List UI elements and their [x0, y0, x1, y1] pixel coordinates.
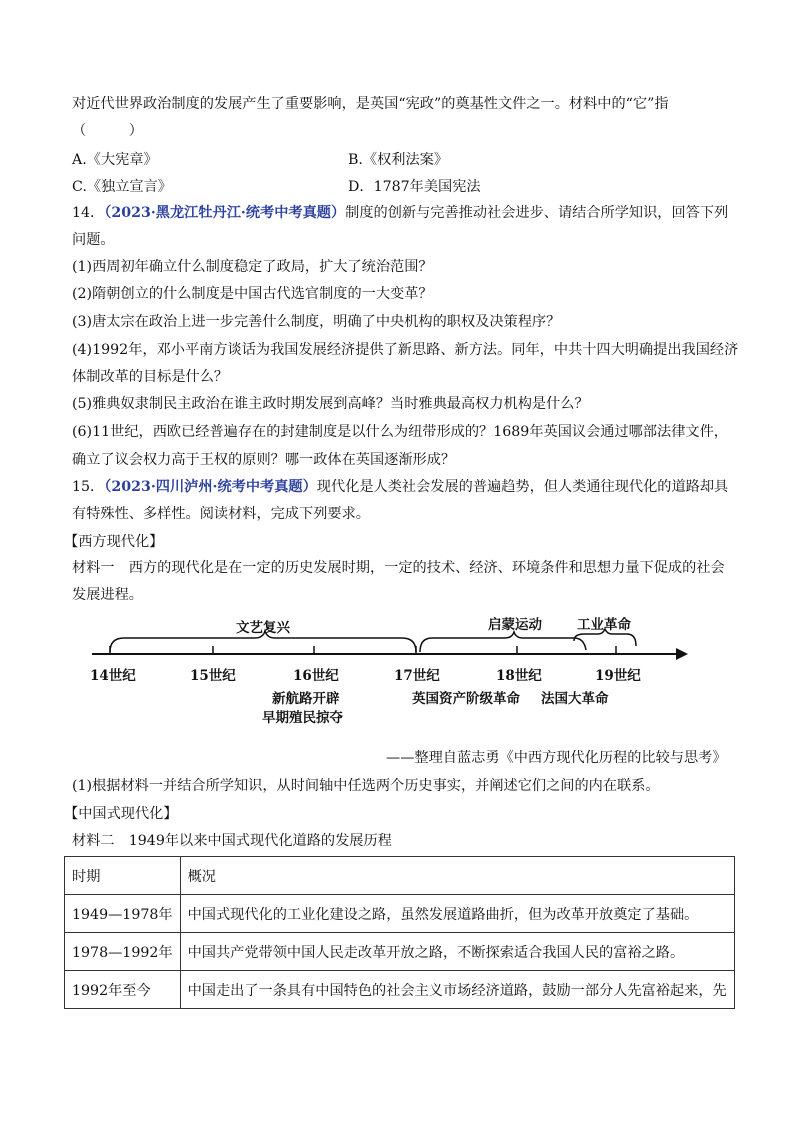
q15-sub-1: (1)根据材料一并结合所学知识，从时间轴中任选两个历史事实，并阐述它们之间的内在联系。	[72, 778, 660, 794]
label-enlightenment: 启蒙运动	[488, 617, 542, 633]
table-row	[65, 971, 735, 1009]
q14-sub-3: (3)唐太宗在政治上进一步完善什么制度，明确了中央机构的职权及决策程序？	[72, 314, 561, 330]
renaissance-brace	[110, 631, 416, 652]
q13-option-c[interactable]: C.《独立宣言》	[72, 179, 172, 195]
q15-stem	[72, 477, 728, 497]
q13-option-d[interactable]: D．1787年美国宪法	[348, 179, 481, 195]
tick-label-19: 19世纪	[595, 668, 641, 684]
material1-line2: 发展进程。	[72, 587, 143, 603]
tick-label-14: 14世纪	[90, 668, 136, 684]
q15-source: （2023·四川泸州·统考中考真题）	[104, 479, 317, 495]
q13-option-a[interactable]: A.《大宪章》	[72, 152, 158, 168]
table-cell-summary: 中国走出了一条具有中国特色的社会主义市场经济道路，鼓励一部分人先富裕起来，先	[180, 971, 734, 1009]
q14-sub-1: (1)西周初年确立什么制度稳定了政局，扩大了统治范围？	[72, 259, 433, 275]
q14-sub-6-cont: 确立了议会权力高于王权的原则？哪一政体在英国逐渐形成？	[72, 452, 456, 468]
enlightenment-brace	[420, 632, 586, 652]
label-new-route: 新航路开辟	[272, 691, 340, 707]
table-cell-summary: 中国式现代化的工业化建设之路，虽然发展道路曲折，但为改革开放奠定了基础。	[180, 895, 734, 933]
tick-label-18: 18世纪	[496, 668, 542, 684]
tick-label-15: 15世纪	[190, 668, 236, 684]
label-french-revolution: 法国大革命	[541, 691, 609, 707]
q14-sub-4-cont: 体制改革的目标是什么？	[72, 369, 229, 385]
material2-title: 材料二 1949年以来中国式现代化道路的发展历程	[72, 833, 392, 849]
q13-answer-blank: （ ）	[72, 123, 143, 139]
table-header-summary: 概况	[180, 857, 734, 895]
material1-line1: 材料一 西方的现代化是在一定的历史发展时期，一定的技术、经济、环境条件和思想力量下促成的社会	[72, 560, 725, 576]
table-header-period: 时期	[65, 857, 181, 895]
table-cell-summary: 中国共产党带领中国人民走改革开放之路，不断探索适合我国人民的富裕之路。	[180, 933, 734, 971]
q14-stem-cont: 问题。	[72, 232, 115, 248]
q14-sub-5: (5)雅典奴隶制民主政治在谁主政时期发展到高峰？当时雅典最高权力机构是什么？	[72, 396, 589, 412]
label-industrial: 工业革命	[577, 617, 631, 633]
table-cell-period: 1992年至今	[65, 971, 181, 1009]
material1-citation: ——整理自蓝志勇《中西方现代化历程的比较与思考》	[386, 750, 727, 766]
industrial-brace	[574, 629, 636, 646]
q13-option-b[interactable]: B.《权利法案》	[348, 152, 449, 168]
tick-label-16: 16世纪	[293, 668, 339, 684]
q14-sub-4: (4)1992年，邓小平南方谈话为我国发展经济提供了新思路、新方法。同年，中共十四大明确提出我国经济	[72, 342, 739, 358]
west-heading: 【西方现代化】	[64, 534, 164, 550]
table-row	[65, 895, 735, 933]
label-colonial: 早期殖民掠夺	[262, 710, 343, 726]
tick-label-17: 17世纪	[394, 668, 440, 684]
timeline-arrow-icon	[676, 648, 688, 660]
q14-stem-text: 制度的创新与完善推动社会进步、请结合所学知识，回答下列	[345, 205, 729, 221]
table-row	[65, 933, 735, 971]
modernization-table	[64, 856, 735, 1009]
table-header-row	[65, 857, 735, 895]
q15-stem-text: 现代化是人类社会发展的普遍趋势，但人类通往现代化的道路却具	[316, 479, 729, 495]
q14-stem	[72, 203, 728, 223]
table-cell-period: 1949—1978年	[65, 895, 181, 933]
china-heading: 【中国式现代化】	[64, 806, 178, 822]
q15-number: 15．	[72, 479, 105, 495]
q14-sub-2: (2)隋朝创立的什么制度是中国古代选官制度的一大变革？	[72, 286, 433, 302]
table-cell-period: 1978—1992年	[65, 933, 181, 971]
q14-source: （2023·黑龙江牡丹江·统考中考真题）	[104, 205, 346, 221]
q15-stem-cont: 有特殊性、多样性。阅读材料，完成下列要求。	[72, 506, 370, 522]
label-renaissance: 文艺复兴	[236, 620, 290, 636]
q13-stem-line1: 对近代世界政治制度的发展产生了重要影响，是英国“宪政”的奠基性文件之一。材料中的“它”指	[72, 96, 669, 112]
q14-number: 14．	[72, 205, 105, 221]
q14-sub-6: (6)11世纪，西欧已经普遍存在的封建制度是以什么为纽带形成的？1689年英国议会通过哪部法律文件，	[72, 424, 728, 440]
label-english-revolution: 英国资产阶级革命	[412, 691, 520, 707]
